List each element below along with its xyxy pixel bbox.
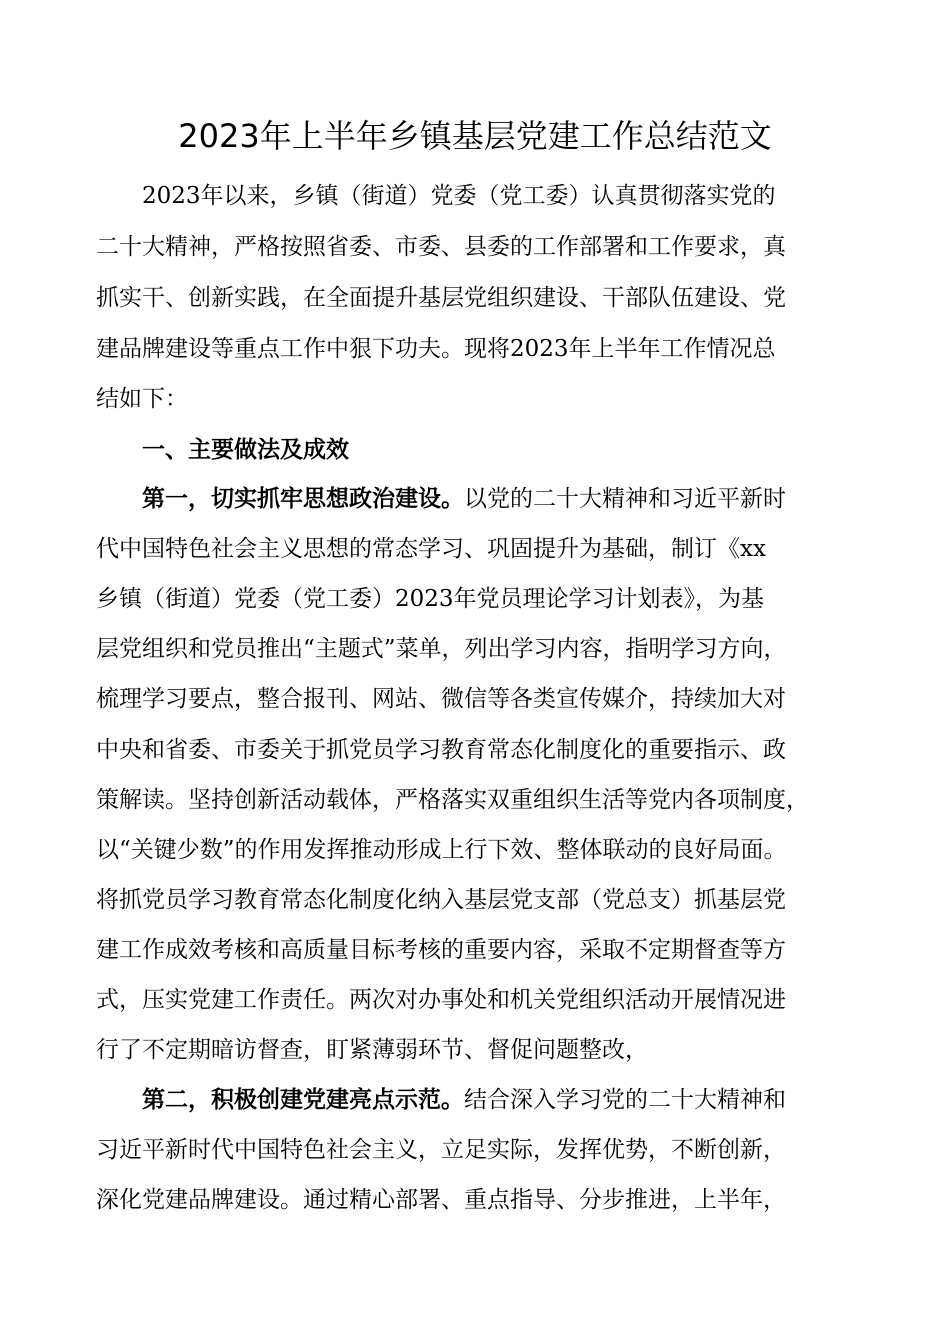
paragraph-line: 深化党建品牌建设。通过精心部署、重点指导、分步推进，上半年，	[96, 1187, 786, 1213]
paragraph-text: 结合深入学习党的二十大精神和	[464, 1087, 786, 1113]
paragraph-lead: 第二，积极创建党建亮点示范。	[142, 1087, 464, 1113]
section-heading: 一、主要做法及成效	[142, 437, 349, 463]
paragraph-line: 层党组织和党员推出“主题式”菜单，列出学习内容，指明学习方向，	[96, 636, 787, 662]
intro-line: 2023年以来，乡镇（街道）党委（党工委）认真贯彻落实党的	[142, 183, 776, 209]
intro-line: 抓实干、创新实践，在全面提升基层党组织建设、干部队伍建设、党	[96, 285, 786, 311]
paragraph-lead: 第一，切实抓牢思想政治建设。	[142, 486, 464, 512]
paragraph-line: 梳理学习要点，整合报刊、网站、微信等各类宣传媒介，持续加大对	[96, 686, 786, 712]
intro-line: 建品牌建设等重点工作中狠下功夫。现将2023年上半年工作情况总	[96, 336, 776, 362]
paragraph-line: 中央和省委、市委关于抓党员学习教育常态化制度化的重要指示、政	[96, 737, 786, 763]
intro-line: 结如下：	[96, 386, 188, 412]
document-title: 2023年上半年乡镇基层党建工作总结范文	[178, 117, 772, 155]
paragraph-line: 将抓党员学习教育常态化制度化纳入基层党支部（党总支）抓基层党	[96, 887, 786, 913]
intro-line: 二十大精神，严格按照省委、市委、县委的工作部署和工作要求，真	[96, 234, 786, 260]
paragraph-first-line	[142, 1075, 786, 1125]
paragraph-line: 习近平新时代中国特色社会主义，立足实际，发挥优势，不断创新，	[96, 1137, 786, 1163]
paragraph-line: 代中国特色社会主义思想的常态学习、巩固提升为基础，制订《xx	[96, 536, 766, 562]
paragraph-text: 以党的二十大精神和习近平新时	[464, 486, 786, 512]
paragraph-line: 以“关键少数”的作用发挥推动形成上行下效、整体联动的良好局面。	[96, 837, 787, 863]
paragraph-line: 建工作成效考核和高质量目标考核的重要内容，采取不定期督查等方	[96, 937, 786, 963]
paragraph-line: 策解读。坚持创新活动载体，严格落实双重组织生活等党内各项制度，	[96, 787, 809, 813]
paragraph-line: 行了不定期暗访督查，盯紧薄弱环节、督促问题整改，	[96, 1037, 648, 1063]
paragraph-line: 式，压实党建工作责任。两次对办事处和机关党组织活动开展情况进	[96, 987, 786, 1013]
paragraph-first-line	[142, 474, 786, 524]
paragraph-line: 乡镇（街道）党委（党工委）2023年党员理论学习计划表》，为基	[96, 586, 765, 612]
